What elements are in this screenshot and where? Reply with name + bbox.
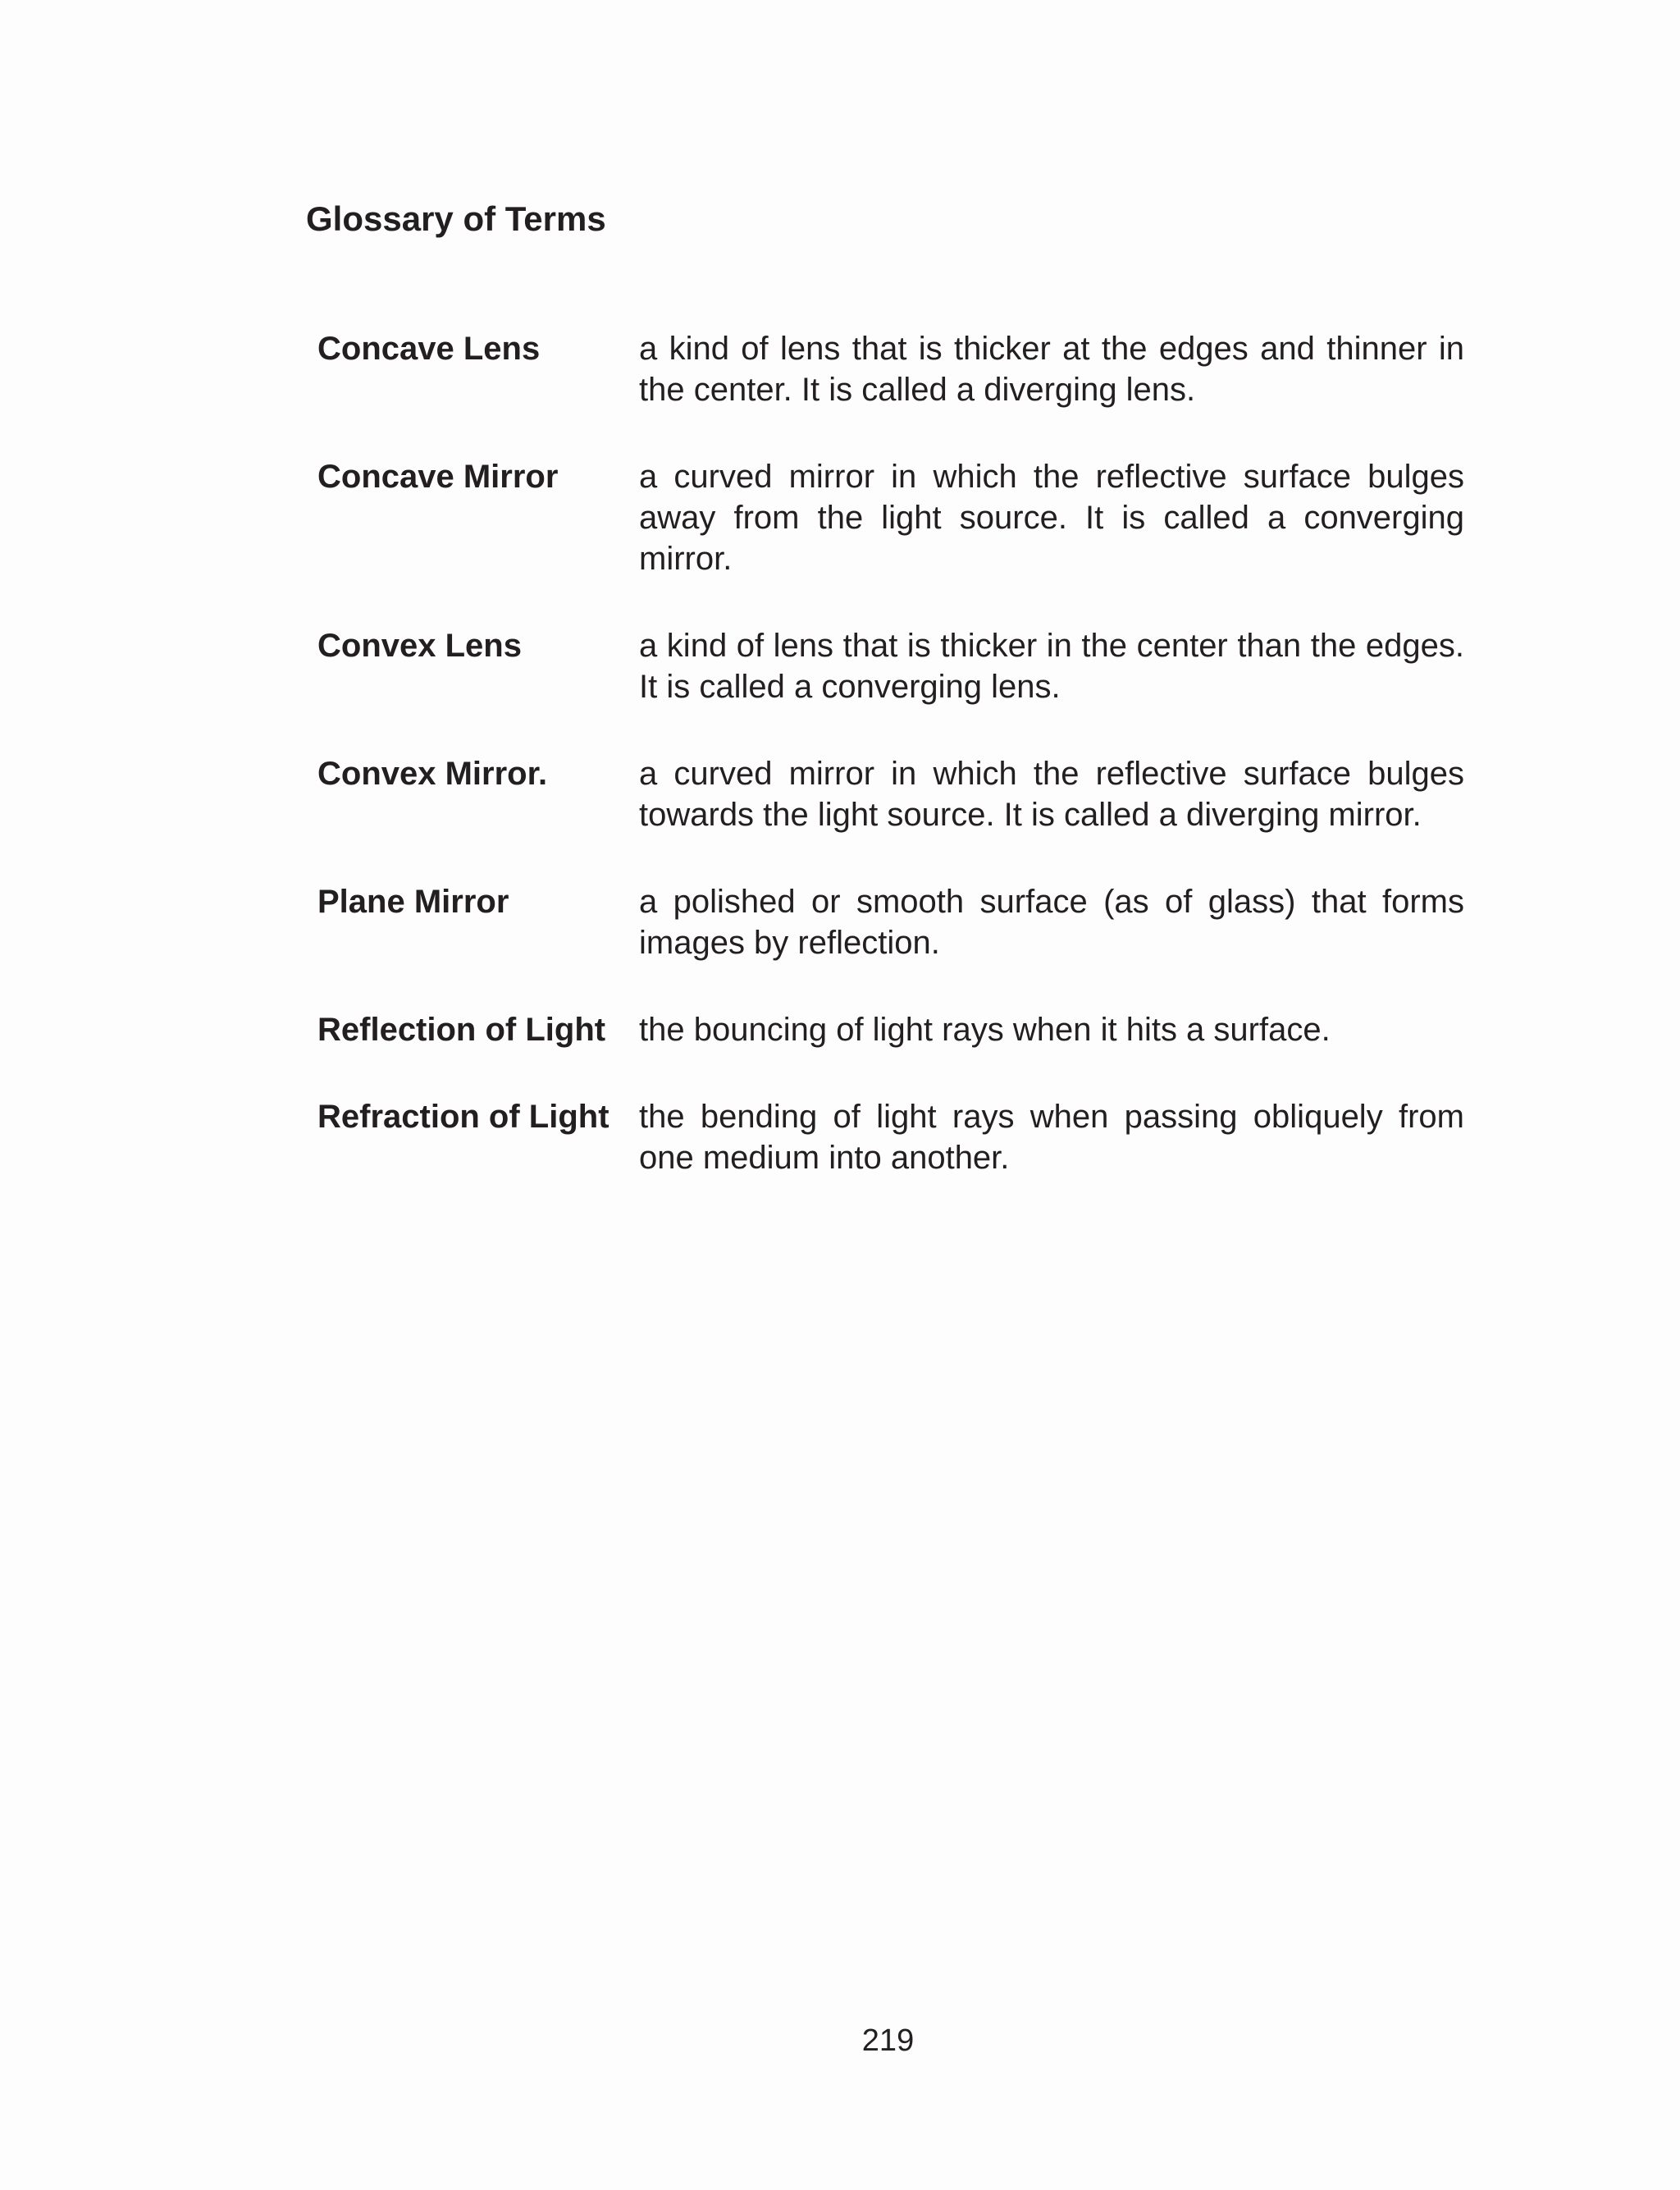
glossary-definition: the bouncing of light rays when it hits a surface. bbox=[639, 1012, 1331, 1048]
glossary-term: Convex Mirror. bbox=[317, 756, 548, 792]
glossary-term: Concave Lens bbox=[317, 331, 541, 367]
glossary-definition: a kind of lens that is thicker at the edges and thinner in the center. It is called a diverging lens. bbox=[639, 331, 1464, 408]
page-number: 219 bbox=[861, 2023, 915, 2058]
glossary-definition: a polished or smooth surface (as of glass) that forms images by reflection. bbox=[639, 884, 1464, 961]
glossary-entry bbox=[317, 456, 1464, 579]
glossary-entry bbox=[317, 881, 1464, 963]
glossary-term: Reflection of Light bbox=[317, 1012, 606, 1048]
glossary-definition: the bending of light rays when passing obliquely from one medium into another. bbox=[639, 1099, 1464, 1176]
glossary-entry bbox=[317, 625, 1464, 707]
glossary-entry bbox=[317, 328, 1464, 410]
glossary-entry bbox=[317, 753, 1464, 835]
glossary-term: Plane Mirror bbox=[317, 884, 509, 920]
glossary-definition: a kind of lens that is thicker in the center than the edges. It is called a converging lens. bbox=[639, 628, 1464, 705]
glossary-term: Convex Lens bbox=[317, 628, 522, 664]
glossary-entry bbox=[317, 1096, 1464, 1178]
glossary-entry bbox=[317, 1009, 1464, 1050]
page-title: Glossary of Terms bbox=[306, 199, 606, 238]
glossary-definition: a curved mirror in which the reflective surface bulges towards the light source. It is called a diverging mirror. bbox=[639, 756, 1464, 833]
glossary-list bbox=[317, 328, 1464, 1224]
glossary-term: Refraction of Light bbox=[317, 1099, 609, 1135]
glossary-definition: a curved mirror in which the reflective surface bulges away from the light source. It is called a converging mirror. bbox=[639, 459, 1464, 577]
glossary-term: Concave Mirror bbox=[317, 459, 559, 495]
